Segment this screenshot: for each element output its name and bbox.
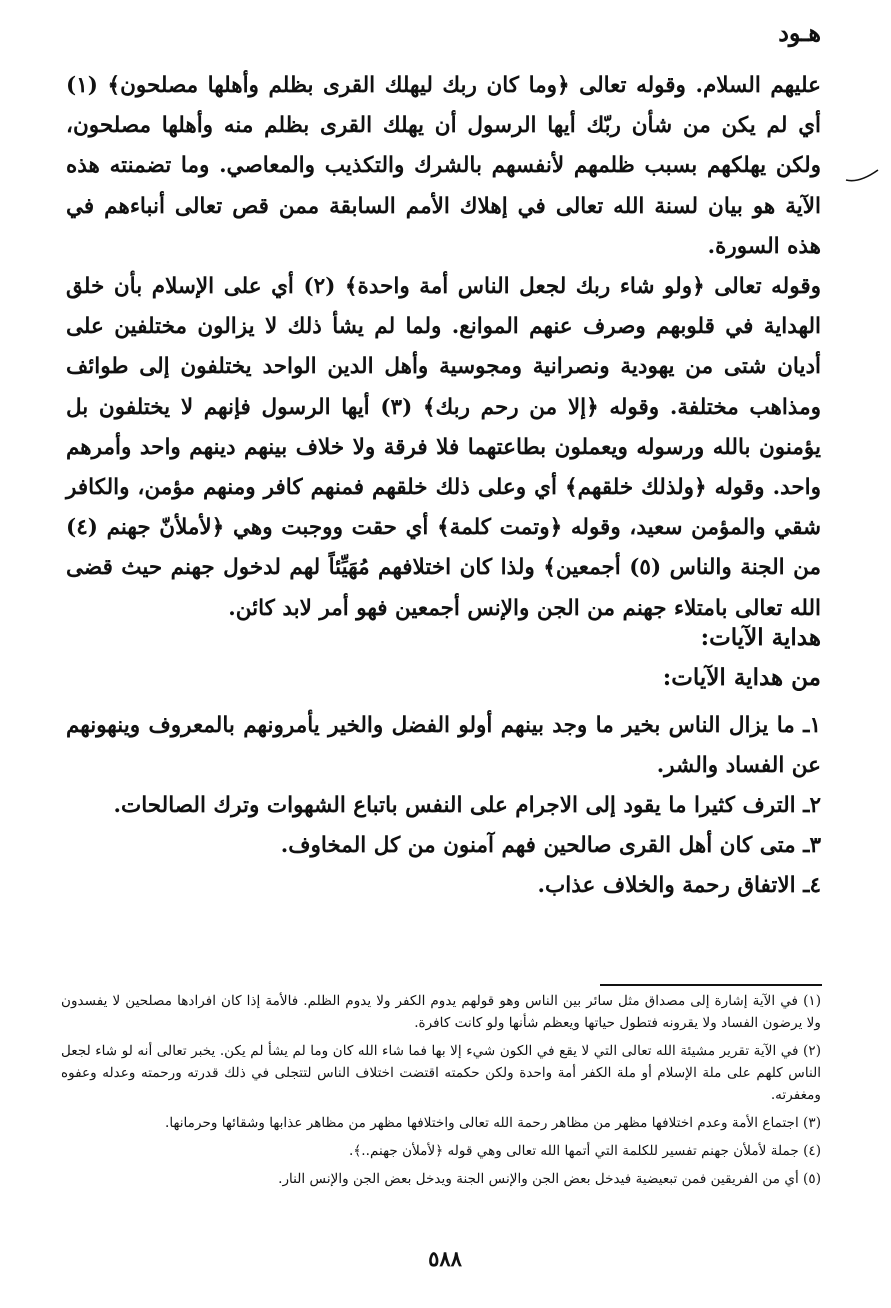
guidance-point: ٣ـ متى كان أهل القرى صالحين فهم آمنون من كل المخاوف.: [280, 833, 821, 858]
footnote: (٣) اجتماع الأمة وعدم اختلافها مظهر من مظاهر رحمة الله تعالى واختلافها مظهر من مظاهر عذابها وشقائها وحرمانها.: [165, 1115, 821, 1131]
page-number: ٥٨٨: [428, 1246, 462, 1271]
guidance-point: ١ـ ما يزال الناس بخير ما وجد بينهم أولو الفضل والخير يأمرونهم بالمعروف وينهونهم عن الفساد والشر.: [66, 713, 821, 778]
commentary-paragraph: وقوله تعالى ﴿ولو شاء ربك لجعل الناس أمة واحدة﴾ (٢) أي على الإسلام بأن خلق الهداية في قلوبهم وصرف عنهم الموانع. ولما لم يشأ ذلك لا يزالون مختلفين على أديان شتى من يهودية ونصرانية ومجوسية وأهل الدين الواحد يختلفون إلى طوائف ومذاهب مختلفة. وقوله ﴿إلا من رحم ربك﴾ (٣) أيها الرسول فإنهم لا يختلفون بل يؤمنون بالله ورسوله ويعملون بطاعتهما فلا فرقة ولا خلاف بينهم دينهم واحد وأمرهم واحد. وقوله ﴿ولذلك خلقهم﴾ أي وعلى ذلك خلقهم فمنهم كافر ومنهم مؤمن، والكافر شقي والمؤمن سعيد، وقوله ﴿وتمت كلمة﴾ أي حقت ووجبت وهي ﴿لأملأنّ جهنم (٤) من الجنة والناس (٥) أجمعين﴾ ولذا كان اختلافهم مُهَيِّئاً لهم لدخول جهنم حيث قضى الله تعالى بامتلاء جهنم من الجن والإنس أجمعين فهو أمر لابد كائن.: [66, 274, 821, 621]
footnote: (٢) في الآية تقرير مشيئة الله تعالى التي لا يقع في الكون شيء إلا بها فما شاء الله كان وما لم يشأ لم يكن. يخبر تعالى أنه لو شاء لجعل الناس كلهم على ملة الإسلام أو ملة الكفر أمة واحدة ولكن حكمته اقتضت اختلاف الناس لتتجلى في ذلك قدرته ورحمته وعدله وعفوه ومغفرته.: [61, 1043, 821, 1103]
commentary-paragraph: عليهم السلام. وقوله تعالى ﴿وما كان ربك ليهلك القرى بظلم وأهلها مصلحون﴾ (١) أي لم يكن من شأن ربّك أيها الرسول أن يهلك القرى بظلم منه وأهلها مصلحون، ولكن يهلكهم بسبب ظلمهم لأنفسهم بالشرك والتكذيب والمعاصي. وما تضمنته هذه الآية هو بيان لسنة الله تعالى في إهلاك الأمم السابقة ممن قص تعالى أنباءهم في هذه السورة.: [66, 73, 821, 259]
footnote: (٥) أي من الفريقين فمن تبعيضية فيدخل بعض الجن والإنس الجنة ويدخل بعض الجن والإنس النار.: [278, 1171, 821, 1187]
guidance-point: ٢ـ الترف كثيرا ما يقود إلى الاجرام على النفس باتباع الشهوات وترك الصالحات.: [113, 793, 821, 818]
surah-title-header: هـود: [778, 18, 821, 47]
footnote-separator-rule: [600, 984, 822, 986]
footnotes-section: [61, 990, 821, 1196]
main-commentary-text: [66, 66, 821, 629]
guidance-point: ٤ـ الاتفاق رحمة والخلاف عذاب.: [537, 873, 821, 898]
section-subheading-from-guidance: من هداية الآيات:: [662, 664, 821, 691]
footnote: (٤) جملة لأملأن جهنم تفسير للكلمة التي أتمها الله تعالى وهي قوله ﴿لأملأن جهنم..﴾.: [349, 1143, 821, 1159]
guidance-points-list: [66, 706, 821, 906]
footnote: (١) في الآية إشارة إلى مصداق مثل سائر بين الناس وهو قولهم يدوم الكفر ولا يدوم الظلم. فالأمة إذا كان افرادها مصلحين لا يفسدون ولا يرضون الفساد ولا يقرونه فتطول حياتها ويعظم شأنها ولو كانت كافرة.: [61, 993, 821, 1031]
margin-pen-mark-icon: [844, 166, 880, 190]
section-heading-verses-guidance: هداية الآيات:: [700, 624, 821, 651]
